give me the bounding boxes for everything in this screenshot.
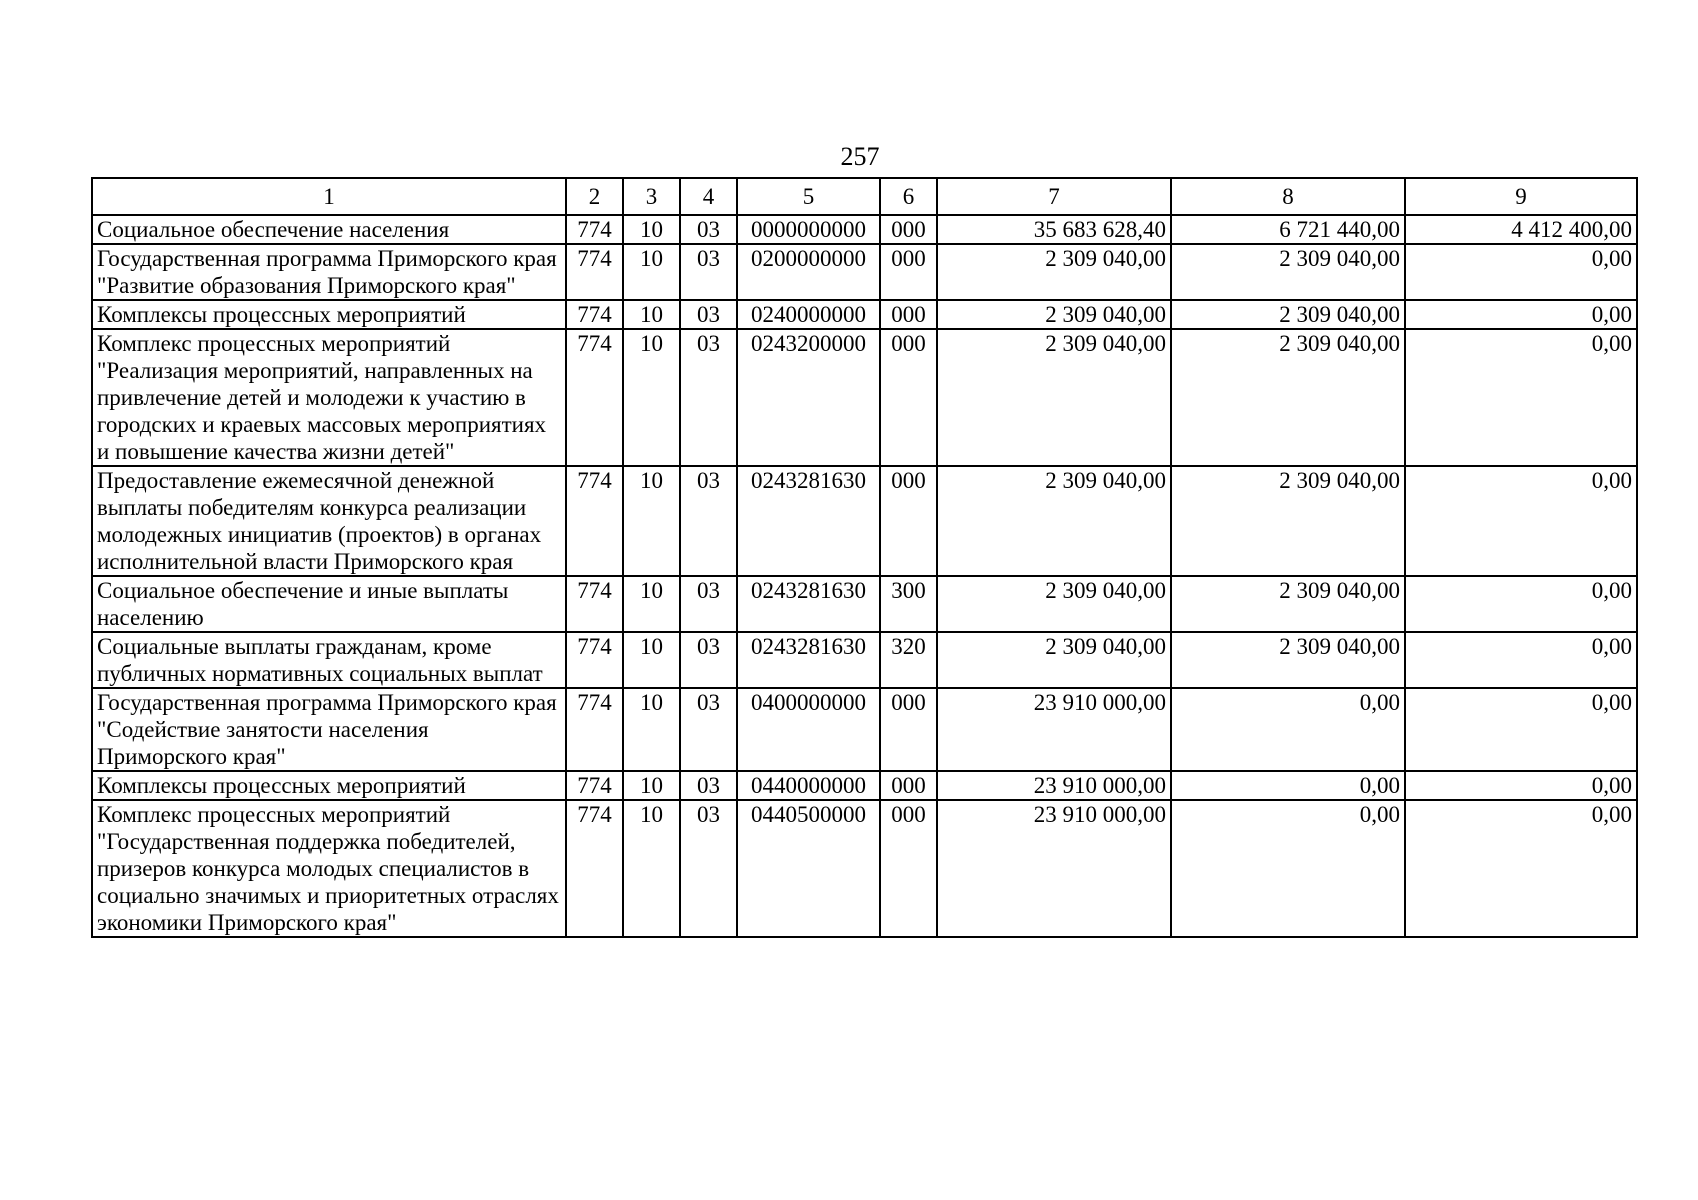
cell-col-2: 774 <box>566 215 623 244</box>
row-name: Социальные выплаты гражданам, кроме публичных нормативных социальных выплат <box>92 632 566 688</box>
table-row <box>92 632 1637 688</box>
cell-col-8: 0,00 <box>1171 771 1405 800</box>
cell-col-2: 774 <box>566 688 623 771</box>
cell-col-6: 000 <box>880 771 937 800</box>
cell-col-7: 23 910 000,00 <box>937 800 1171 937</box>
cell-col-4: 03 <box>680 329 737 466</box>
cell-col-9: 0,00 <box>1405 800 1637 937</box>
cell-col-8: 2 309 040,00 <box>1171 632 1405 688</box>
column-header: 1 <box>92 178 566 215</box>
cell-col-4: 03 <box>680 576 737 632</box>
cell-col-4: 03 <box>680 300 737 329</box>
cell-col-3: 10 <box>623 800 680 937</box>
cell-col-6: 000 <box>880 688 937 771</box>
cell-col-2: 774 <box>566 466 623 576</box>
cell-col-8: 6 721 440,00 <box>1171 215 1405 244</box>
cell-col-5: 0243281630 <box>737 632 880 688</box>
cell-col-3: 10 <box>623 576 680 632</box>
cell-col-2: 774 <box>566 771 623 800</box>
cell-col-8: 2 309 040,00 <box>1171 466 1405 576</box>
cell-col-7: 2 309 040,00 <box>937 466 1171 576</box>
cell-col-9: 0,00 <box>1405 300 1637 329</box>
cell-col-3: 10 <box>623 632 680 688</box>
column-header: 5 <box>737 178 880 215</box>
cell-col-8: 2 309 040,00 <box>1171 300 1405 329</box>
table-row <box>92 800 1637 937</box>
column-header: 2 <box>566 178 623 215</box>
cell-col-6: 000 <box>880 300 937 329</box>
column-header: 4 <box>680 178 737 215</box>
cell-col-2: 774 <box>566 632 623 688</box>
cell-col-6: 000 <box>880 329 937 466</box>
cell-col-7: 2 309 040,00 <box>937 300 1171 329</box>
budget-table <box>91 177 1638 938</box>
cell-col-9: 4 412 400,00 <box>1405 215 1637 244</box>
table-row <box>92 576 1637 632</box>
cell-col-6: 000 <box>880 244 937 300</box>
cell-col-7: 2 309 040,00 <box>937 576 1171 632</box>
cell-col-7: 35 683 628,40 <box>937 215 1171 244</box>
row-name: Комплексы процессных мероприятий <box>92 300 566 329</box>
cell-col-5: 0200000000 <box>737 244 880 300</box>
cell-col-5: 0440000000 <box>737 771 880 800</box>
cell-col-9: 0,00 <box>1405 576 1637 632</box>
table-row <box>92 215 1637 244</box>
cell-col-2: 774 <box>566 800 623 937</box>
row-name: Предоставление ежемесячной денежной выплаты победителям конкурса реализации молодежных инициатив (проектов) в органах исполнительной власти Приморского края <box>92 466 566 576</box>
cell-col-4: 03 <box>680 466 737 576</box>
cell-col-6: 000 <box>880 215 937 244</box>
cell-col-5: 0400000000 <box>737 688 880 771</box>
column-header: 3 <box>623 178 680 215</box>
table-row <box>92 300 1637 329</box>
cell-col-7: 23 910 000,00 <box>937 688 1171 771</box>
cell-col-5: 0243281630 <box>737 576 880 632</box>
cell-col-7: 23 910 000,00 <box>937 771 1171 800</box>
cell-col-2: 774 <box>566 576 623 632</box>
cell-col-5: 0243281630 <box>737 466 880 576</box>
cell-col-9: 0,00 <box>1405 632 1637 688</box>
cell-col-2: 774 <box>566 300 623 329</box>
cell-col-2: 774 <box>566 244 623 300</box>
cell-col-9: 0,00 <box>1405 244 1637 300</box>
cell-col-3: 10 <box>623 329 680 466</box>
cell-col-7: 2 309 040,00 <box>937 632 1171 688</box>
cell-col-3: 10 <box>623 771 680 800</box>
cell-col-5: 0440500000 <box>737 800 880 937</box>
column-header: 7 <box>937 178 1171 215</box>
row-name: Комплекс процессных мероприятий "Государственная поддержка победителей, призеров конкурса молодых специалистов в социально значимых и приоритетных отраслях экономики Приморского края" <box>92 800 566 937</box>
row-name: Комплекс процессных мероприятий "Реализация мероприятий, направленных на привлечение детей и молодежи к участию в городских и краевых массовых мероприятиях и повышение качества жизни детей" <box>92 329 566 466</box>
cell-col-3: 10 <box>623 244 680 300</box>
table-header-row <box>92 178 1637 215</box>
cell-col-7: 2 309 040,00 <box>937 244 1171 300</box>
cell-col-6: 300 <box>880 576 937 632</box>
cell-col-2: 774 <box>566 329 623 466</box>
table-row <box>92 688 1637 771</box>
cell-col-8: 2 309 040,00 <box>1171 244 1405 300</box>
cell-col-8: 0,00 <box>1171 688 1405 771</box>
row-name: Комплексы процессных мероприятий <box>92 771 566 800</box>
cell-col-3: 10 <box>623 466 680 576</box>
cell-col-9: 0,00 <box>1405 329 1637 466</box>
cell-col-4: 03 <box>680 244 737 300</box>
cell-col-7: 2 309 040,00 <box>937 329 1171 466</box>
row-name: Государственная программа Приморского края "Развитие образования Приморского края" <box>92 244 566 300</box>
cell-col-6: 000 <box>880 800 937 937</box>
cell-col-6: 000 <box>880 466 937 576</box>
cell-col-3: 10 <box>623 688 680 771</box>
cell-col-4: 03 <box>680 215 737 244</box>
row-name: Социальное обеспечение и иные выплаты населению <box>92 576 566 632</box>
page-number: 257 <box>840 142 880 171</box>
cell-col-4: 03 <box>680 632 737 688</box>
row-name: Государственная программа Приморского края "Содействие занятости населения Приморского края" <box>92 688 566 771</box>
cell-col-5: 0243200000 <box>737 329 880 466</box>
column-header: 8 <box>1171 178 1405 215</box>
column-header: 6 <box>880 178 937 215</box>
cell-col-4: 03 <box>680 800 737 937</box>
table-row <box>92 771 1637 800</box>
column-header: 9 <box>1405 178 1637 215</box>
cell-col-9: 0,00 <box>1405 688 1637 771</box>
cell-col-8: 0,00 <box>1171 800 1405 937</box>
cell-col-8: 2 309 040,00 <box>1171 576 1405 632</box>
cell-col-5: 0000000000 <box>737 215 880 244</box>
cell-col-4: 03 <box>680 771 737 800</box>
table-row <box>92 244 1637 300</box>
cell-col-8: 2 309 040,00 <box>1171 329 1405 466</box>
cell-col-4: 03 <box>680 688 737 771</box>
cell-col-3: 10 <box>623 215 680 244</box>
cell-col-3: 10 <box>623 300 680 329</box>
cell-col-9: 0,00 <box>1405 771 1637 800</box>
cell-col-9: 0,00 <box>1405 466 1637 576</box>
table-row <box>92 329 1637 466</box>
row-name: Социальное обеспечение населения <box>92 215 566 244</box>
cell-col-6: 320 <box>880 632 937 688</box>
table-row <box>92 466 1637 576</box>
cell-col-5: 0240000000 <box>737 300 880 329</box>
